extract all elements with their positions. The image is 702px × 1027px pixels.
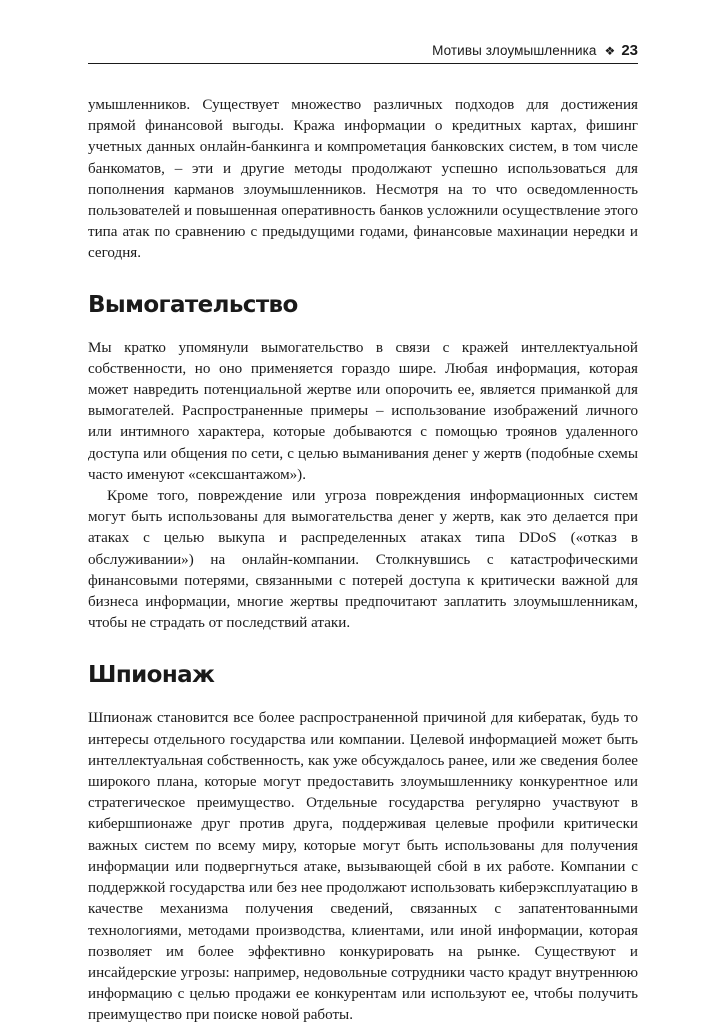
- espionage-paragraph-1: Шпионаж становится все более распространенной причиной для кибератак, будь то интересы отдельного государства или компании. Целевой информацией может быть интеллектуальная собственность, как уже обсуждалось ранее, или же сведения более широкого плана, которые могут предоставить злоумышленнику конкурентное или стратегическое преимущество. Отдельные государства регулярно участвуют в кибершпионаже друг против друга, поддерживая целевые профили критически важных систем по всему миру, которые могут быть использованы для получения информации или подвергнуться атаке, вызывающей сбой в их работе. Компании с поддержкой государства или без нее продолжают использовать киберэксплуатацию в качестве механизма получения сведений, связанных с запатентованными технологиями, методами производства, клиентами, или иной информации, которая позволяет им более эффективно конкурировать на рынке. Существуют и инсайдерские угрозы: например, недовольные сотрудники часто крадут внутреннюю информацию с целью продажи ее конкурентам или используют ее, чтобы получить преимущество при поиске новой работы.: [88, 710, 638, 1024]
- section-heading-extortion: Вымогательство: [88, 291, 298, 318]
- page-number: 23: [621, 42, 638, 59]
- section-heading-espionage: Шпионаж: [88, 662, 215, 689]
- book-page: [88, 42, 638, 1027]
- extortion-paragraph-2: Кроме того, повреждение или угроза повреждения информационных систем могут быть использованы для вымогательства денег у жертв, как это делается при атаках с целью выкупа и распределенных атаках типа DDoS («отказ в обслуживании») на онлайн-компании. Столкнувшись с катастрофическими финансовыми потерями, связанными с потерей доступа к критически важной для бизнеса информации, многие жертвы предпочитают заплатить злоумышленникам, чтобы не страдать от последствий атаки.: [88, 488, 638, 632]
- running-header: [88, 42, 638, 64]
- extortion-paragraph-1: Мы кратко упомянули вымогательство в связи с кражей интеллектуальной собственности, но оно применяется гораздо шире. Любая информация, которая может навредить потенциальной жертве или опорочить ее, является приманкой для вымогателей. Распространенные примеры – использование изображений личного или интимного характера, которые добываются с помощью троянов удаленного доступа или общения по сети, с целью выманивания денег у жертв (подобные схемы часто именуют «сексшантажом»).: [88, 339, 638, 483]
- intro-paragraph: умышленников. Существует множество различных подходов для достижения прямой финансовой выгоды. Кража информации о кредитных картах, фишинг учетных данных онлайн-банкинга и компрометация банковских систем, в том числе банкоматов, – эти и другие методы продолжают успешно использоваться для пополнения карманов злоумышленников. Несмотря на то что осведомленность пользователей и повышенная оперативность банков усложнили осуществление этого типа атак по сравнению с предыдущими годами, финансовые махинации нередки и сегодня.: [88, 97, 638, 262]
- four-petal-flower-icon: ❖: [604, 44, 616, 58]
- chapter-title: Мотивы злоумышленника: [432, 43, 597, 58]
